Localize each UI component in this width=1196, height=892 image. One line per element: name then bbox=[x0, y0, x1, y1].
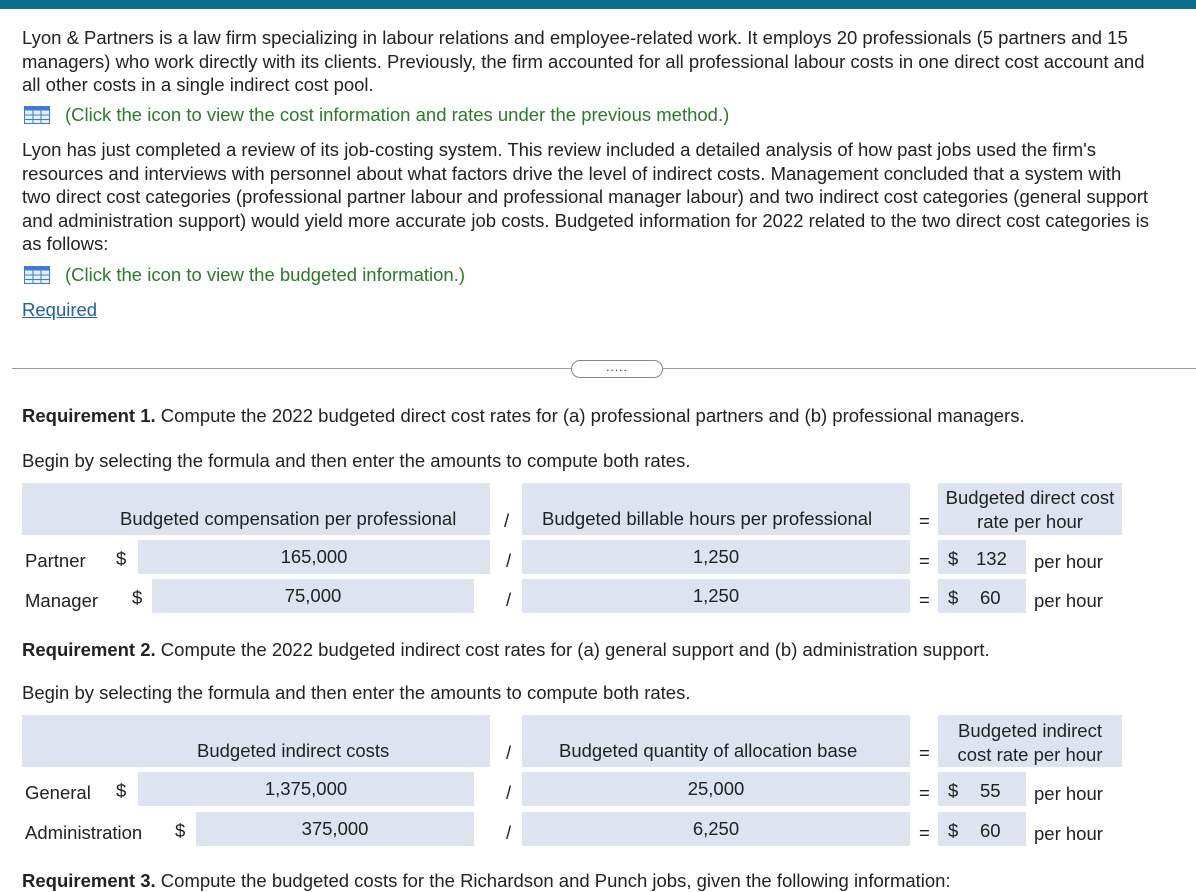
req1-numerator-header: Budgeted compensation per professional bbox=[120, 508, 457, 529]
req2-row-administration-unit: per hour bbox=[1034, 823, 1103, 844]
req2-row-general-result[interactable]: 55 bbox=[980, 780, 1001, 801]
req1-row-partner-equals: = bbox=[919, 550, 930, 571]
budgeted-info-link-text[interactable]: (Click the icon to view the budgeted information.) bbox=[65, 264, 466, 285]
req2-row-general-divide: / bbox=[506, 782, 512, 803]
req2-row-general-dollar: $ bbox=[116, 780, 127, 801]
req1-row-manager-result-dollar: $ bbox=[948, 587, 959, 608]
req2-title bbox=[22, 639, 990, 661]
req1-row-manager-label: Manager bbox=[25, 590, 99, 611]
req1-row-manager-divide: / bbox=[506, 589, 512, 610]
req1-result-header bbox=[938, 486, 1122, 534]
review-line-4: and administration support) would yield more accurate job costs. Budgeted information for 2022 related to the two direct cost categories is bbox=[22, 209, 1150, 231]
req1-equals-header: = bbox=[919, 510, 930, 531]
req1-row-manager-equals: = bbox=[919, 589, 930, 610]
req2-row-administration-dollar: $ bbox=[175, 820, 186, 841]
req1-divide-header: / bbox=[504, 510, 510, 531]
review-paragraph bbox=[22, 138, 1196, 256]
req2-result-header bbox=[938, 719, 1122, 767]
req2-row-general-unit: per hour bbox=[1034, 783, 1103, 804]
previous-method-link[interactable] bbox=[24, 104, 729, 126]
intro-line-2: managers) who work directly with its clients. Previously, the firm accounted for all professional labour costs in one direct cost account and bbox=[22, 50, 1145, 72]
req2-result-header-line2: cost rate per hour bbox=[957, 744, 1103, 765]
req1-row-partner-divide: / bbox=[506, 550, 512, 571]
req1-instruction: Begin by selecting the formula and then enter the amounts to compute both rates. bbox=[22, 450, 691, 471]
req1-row-partner-result-dollar: $ bbox=[948, 548, 959, 569]
req1-row-manager-unit: per hour bbox=[1034, 590, 1103, 611]
review-line-1: Lyon has just completed a review of its job-costing system. This review included a detailed analysis of how past jobs used the firm's bbox=[22, 139, 1096, 160]
intro-line-3: all other costs in a single indirect cost pool. bbox=[22, 74, 374, 95]
table-grid-icon[interactable] bbox=[24, 266, 50, 284]
req2-text: Compute the 2022 budgeted indirect cost rates for (a) general support and (b) administration support. bbox=[155, 639, 990, 660]
req3-text: Compute the budgeted costs for the Richardson and Punch jobs, given the following information: bbox=[155, 870, 951, 891]
top-accent-bar bbox=[0, 0, 1196, 9]
req1-row-partner-label: Partner bbox=[25, 550, 86, 571]
req2-row-administration-label: Administration bbox=[25, 822, 143, 843]
req2-divide-header: / bbox=[506, 742, 512, 763]
req1-row-partner-dollar: $ bbox=[116, 548, 127, 569]
req1-title bbox=[22, 405, 1025, 427]
req1-result-header-line2: rate per hour bbox=[977, 511, 1083, 532]
req1-result-header-line1: Budgeted direct cost bbox=[945, 487, 1115, 508]
table-grid-icon[interactable] bbox=[24, 106, 50, 124]
req2-row-general-label: General bbox=[25, 782, 91, 803]
req3-label: Requirement 3. bbox=[22, 870, 156, 891]
req1-text: Compute the 2022 budgeted direct cost rates for (a) professional partners and (b) professional managers. bbox=[155, 405, 1025, 426]
review-line-2: resources and interviews with personnel about what factors drive the level of indirect costs. Management concluded that a system with bbox=[22, 162, 1122, 184]
req2-label: Requirement 2. bbox=[22, 639, 156, 660]
req1-row-partner-result[interactable]: 132 bbox=[976, 548, 1007, 569]
req2-row-administration-result-dollar: $ bbox=[948, 820, 959, 841]
req2-row-general-result-dollar: $ bbox=[948, 780, 959, 801]
req1-label: Requirement 1. bbox=[22, 405, 156, 426]
previous-method-link-text[interactable]: (Click the icon to view the cost information and rates under the previous method.) bbox=[65, 104, 730, 125]
review-line-3: two direct cost categories (professional partner labour and professional manager labour) and two indirect cost categories (general support bbox=[22, 186, 1149, 207]
req3-title bbox=[22, 870, 951, 892]
req2-denominator-header: Budgeted quantity of allocation base bbox=[559, 740, 858, 761]
req2-equals-header: = bbox=[919, 742, 930, 763]
req1-row-manager-numerator-input[interactable]: 75,000 bbox=[152, 579, 474, 613]
req2-row-administration-result[interactable]: 60 bbox=[980, 820, 1001, 841]
intro-line-1: Lyon & Partners is a law firm specializing in labour relations and employee-related work. It employs 20 professionals (5 partners and 15 bbox=[22, 27, 1128, 48]
required-link[interactable]: Required bbox=[22, 299, 98, 320]
req2-row-general-equals: = bbox=[919, 782, 930, 803]
req2-instruction: Begin by selecting the formula and then enter the amounts to compute both rates. bbox=[22, 682, 691, 703]
req1-denominator-header: Budgeted billable hours per professional bbox=[542, 508, 873, 529]
req1-row-manager-denominator-input[interactable]: 1,250 bbox=[522, 579, 910, 613]
budgeted-info-link[interactable] bbox=[24, 264, 465, 286]
intro-paragraph bbox=[22, 26, 1196, 97]
req2-result-header-line1: Budgeted indirect bbox=[958, 720, 1102, 741]
req1-row-partner-denominator-input[interactable]: 1,250 bbox=[522, 540, 910, 574]
req2-row-administration-denominator-input[interactable]: 6,250 bbox=[522, 812, 910, 846]
review-line-5: as follows: bbox=[22, 233, 109, 254]
req2-row-administration-divide: / bbox=[506, 822, 512, 843]
req1-row-partner-numerator-input[interactable]: 165,000 bbox=[138, 540, 490, 574]
req2-row-general-denominator-input[interactable]: 25,000 bbox=[522, 772, 910, 806]
req2-row-administration-numerator-input[interactable]: 375,000 bbox=[196, 812, 474, 846]
req2-numerator-header: Budgeted indirect costs bbox=[197, 740, 390, 761]
req1-row-manager-dollar: $ bbox=[132, 587, 143, 608]
req2-row-general-numerator-input[interactable]: 1,375,000 bbox=[138, 772, 474, 806]
req1-row-partner-unit: per hour bbox=[1034, 551, 1103, 572]
expand-toggle-button[interactable]: ..... bbox=[571, 360, 663, 378]
req1-row-manager-result[interactable]: 60 bbox=[980, 587, 1001, 608]
req2-row-administration-equals: = bbox=[919, 822, 930, 843]
